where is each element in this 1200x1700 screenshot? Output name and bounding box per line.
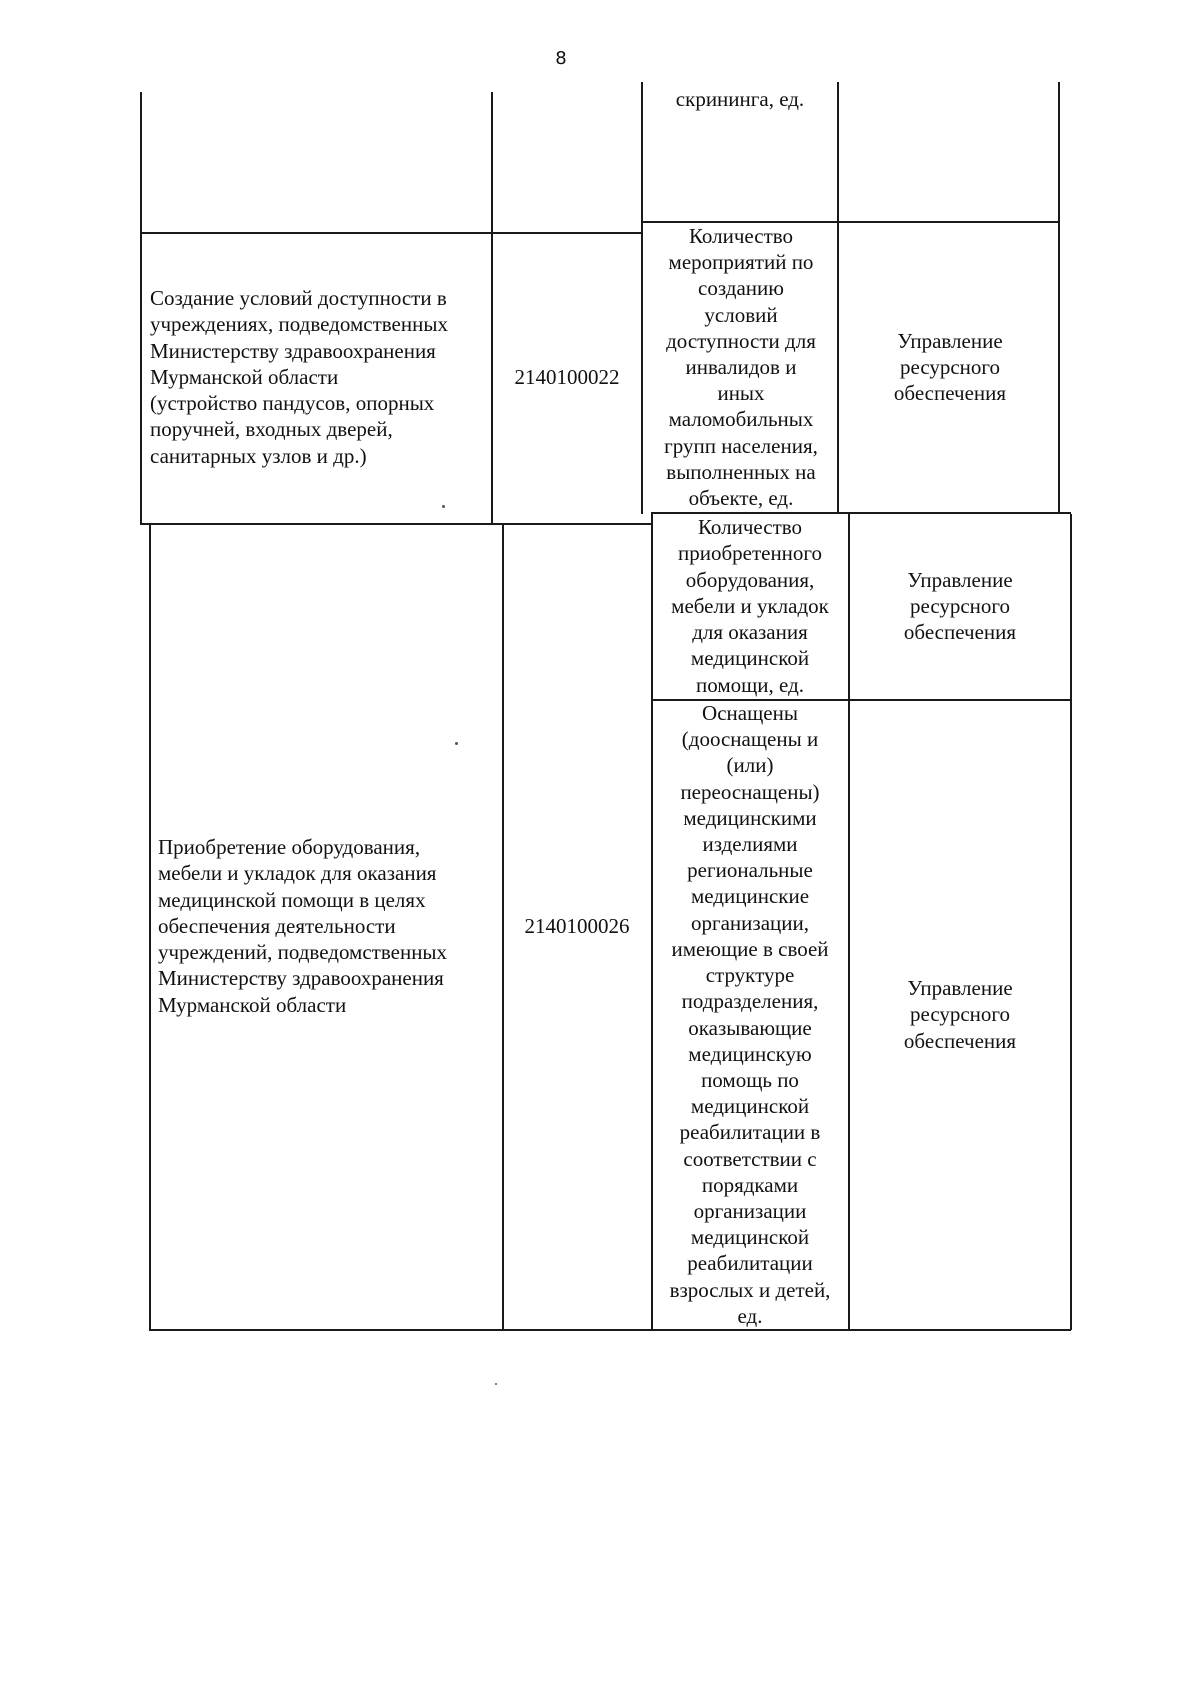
scan-speck: [495, 1383, 497, 1385]
table-border-left-upper: [140, 92, 142, 524]
indicator-cell: скрининга, ед.: [675, 87, 805, 111]
activity-cell: Создание условий доступности в учреждениях, подведомственных Министерству здравоохранения Мурманской области (устройство пандусов, опорных поручней, входных дверей, санитарных узлов и др.): [150, 286, 448, 468]
responsible-cell: Управление ресурсного обеспечения: [893, 328, 1007, 406]
page-number: 8: [555, 48, 567, 69]
scan-speck: [442, 505, 445, 508]
indicator-cell: Количество приобретенного оборудования, мебели и укладок для оказания медицинской помощи, ед.: [671, 515, 829, 697]
table-border-right-lower: [1070, 514, 1072, 1330]
code-cell: 2140100022: [514, 364, 620, 389]
responsible-cell: [840, 86, 1058, 220]
activity-cell: [150, 94, 488, 230]
indicator-cell: Оснащены (дооснащены и (или) переоснащены) медицинскими изделиями региональные медицинские организации, имеющие в своей структуре подразделения, оказывающие медицинскую помощь по медицинской реабилитации в соответствии с порядками организации медицинской реабилитации взрослых и детей, ед.: [669, 701, 831, 1328]
activity-cell: Приобретение оборудования, мебели и укладок для оказания медицинской помощи в целях обеспечения деятельности учреждений, подведомственных Министерству здравоохранения Мурманской области: [158, 835, 448, 1017]
table-border-bottom: [149, 1329, 1071, 1331]
responsible-cell: Управление ресурсного обеспечения: [903, 976, 1017, 1053]
code-cell: [494, 94, 640, 230]
indicator-cell: Количество мероприятий по созданию условий доступности для инвалидов и иных маломобильных групп населения, выполненных на объекте, ед.: [664, 223, 818, 510]
scan-speck: [455, 742, 458, 745]
code-cell: 2140100026: [524, 913, 630, 938]
responsible-cell: Управление ресурсного обеспечения: [903, 567, 1017, 645]
table-border-left-lower: [149, 524, 151, 1330]
